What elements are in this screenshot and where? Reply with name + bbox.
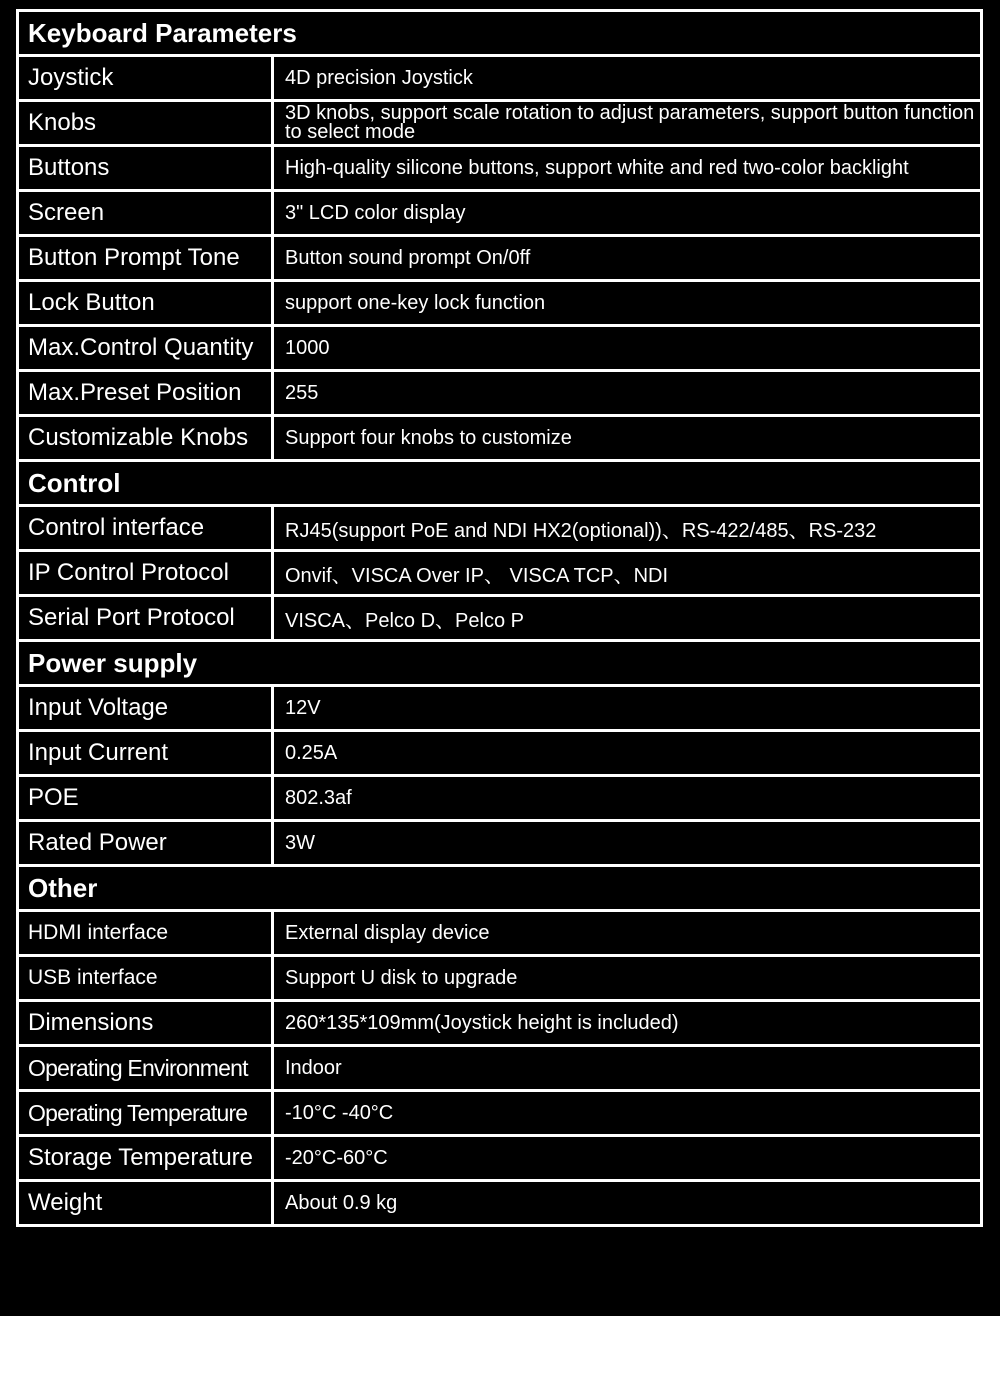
param-value: Support U disk to upgrade (273, 956, 982, 1001)
section-title: Power supply (18, 641, 982, 686)
table-row (18, 956, 982, 1001)
table-row (18, 101, 982, 146)
param-value: Onvif、VISCA Over IP、 VISCA TCP、NDI (273, 551, 982, 596)
param-value: 1000 (273, 326, 982, 371)
param-name: HDMI interface (18, 911, 273, 956)
table-row (18, 821, 982, 866)
param-value: About 0.9 kg (273, 1181, 982, 1226)
param-name: Input Current (18, 731, 273, 776)
param-name: Buttons (18, 146, 273, 191)
table-row (18, 56, 982, 101)
table-row (18, 596, 982, 641)
table-row (18, 1091, 982, 1136)
table-row (18, 1136, 982, 1181)
param-name: Customizable Knobs (18, 416, 273, 461)
table-row (18, 191, 982, 236)
param-name: Dimensions (18, 1001, 273, 1046)
param-value: support one-key lock function (273, 281, 982, 326)
param-value: 802.3af (273, 776, 982, 821)
param-value: 260*135*109mm(Joystick height is included) (273, 1001, 982, 1046)
section-title: Keyboard Parameters (18, 11, 982, 56)
param-value: VISCA、Pelco D、Pelco P (273, 596, 982, 641)
param-value: High-quality silicone buttons, support white and red two-color backlight (273, 146, 982, 191)
table-row (18, 506, 982, 551)
param-name: Control interface (18, 506, 273, 551)
param-name: Serial Port Protocol (18, 596, 273, 641)
table-row (18, 416, 982, 461)
section-title: Other (18, 866, 982, 911)
param-name: Operating Temperature (18, 1091, 273, 1136)
table-row (18, 686, 982, 731)
param-name: Joystick (18, 56, 273, 101)
param-value: 255 (273, 371, 982, 416)
param-value: 3D knobs, support scale rotation to adjust parameters, support button function to select mode (273, 101, 982, 146)
param-value: -20°C-60°C (273, 1136, 982, 1181)
table-row (18, 911, 982, 956)
table-row (18, 146, 982, 191)
table-row (18, 1001, 982, 1046)
param-name: Rated Power (18, 821, 273, 866)
spec-table (16, 9, 983, 1227)
table-row (18, 371, 982, 416)
table-row (18, 1181, 982, 1226)
param-value: 4D precision Joystick (273, 56, 982, 101)
param-name: IP Control Protocol (18, 551, 273, 596)
param-name: Button Prompt Tone (18, 236, 273, 281)
section-title: Control (18, 461, 982, 506)
param-name: Storage Temperature (18, 1136, 273, 1181)
table-row (18, 236, 982, 281)
param-value: Support four knobs to customize (273, 416, 982, 461)
param-name: Max.Preset Position (18, 371, 273, 416)
section-header-control (18, 461, 982, 506)
table-row (18, 281, 982, 326)
table-row (18, 776, 982, 821)
param-name: Input Voltage (18, 686, 273, 731)
section-header-power (18, 641, 982, 686)
table-row (18, 1046, 982, 1091)
param-name: POE (18, 776, 273, 821)
param-value: 3" LCD color display (273, 191, 982, 236)
table-row (18, 551, 982, 596)
param-value: 12V (273, 686, 982, 731)
param-value: RJ45(support PoE and NDI HX2(optional))、RS-422/485、RS-232 (273, 506, 982, 551)
param-name: Weight (18, 1181, 273, 1226)
param-value: Button sound prompt On/0ff (273, 236, 982, 281)
param-name: Knobs (18, 101, 273, 146)
param-name: Max.Control Quantity (18, 326, 273, 371)
param-name: USB interface (18, 956, 273, 1001)
param-name: Operating Environment (18, 1046, 273, 1091)
param-name: Lock Button (18, 281, 273, 326)
param-value: External display device (273, 911, 982, 956)
param-value: 0.25A (273, 731, 982, 776)
table-row (18, 326, 982, 371)
param-name: Screen (18, 191, 273, 236)
section-header-keyboard (18, 11, 982, 56)
param-value: -10°C -40°C (273, 1091, 982, 1136)
table-row (18, 731, 982, 776)
param-value: Indoor (273, 1046, 982, 1091)
param-value: 3W (273, 821, 982, 866)
section-header-other (18, 866, 982, 911)
